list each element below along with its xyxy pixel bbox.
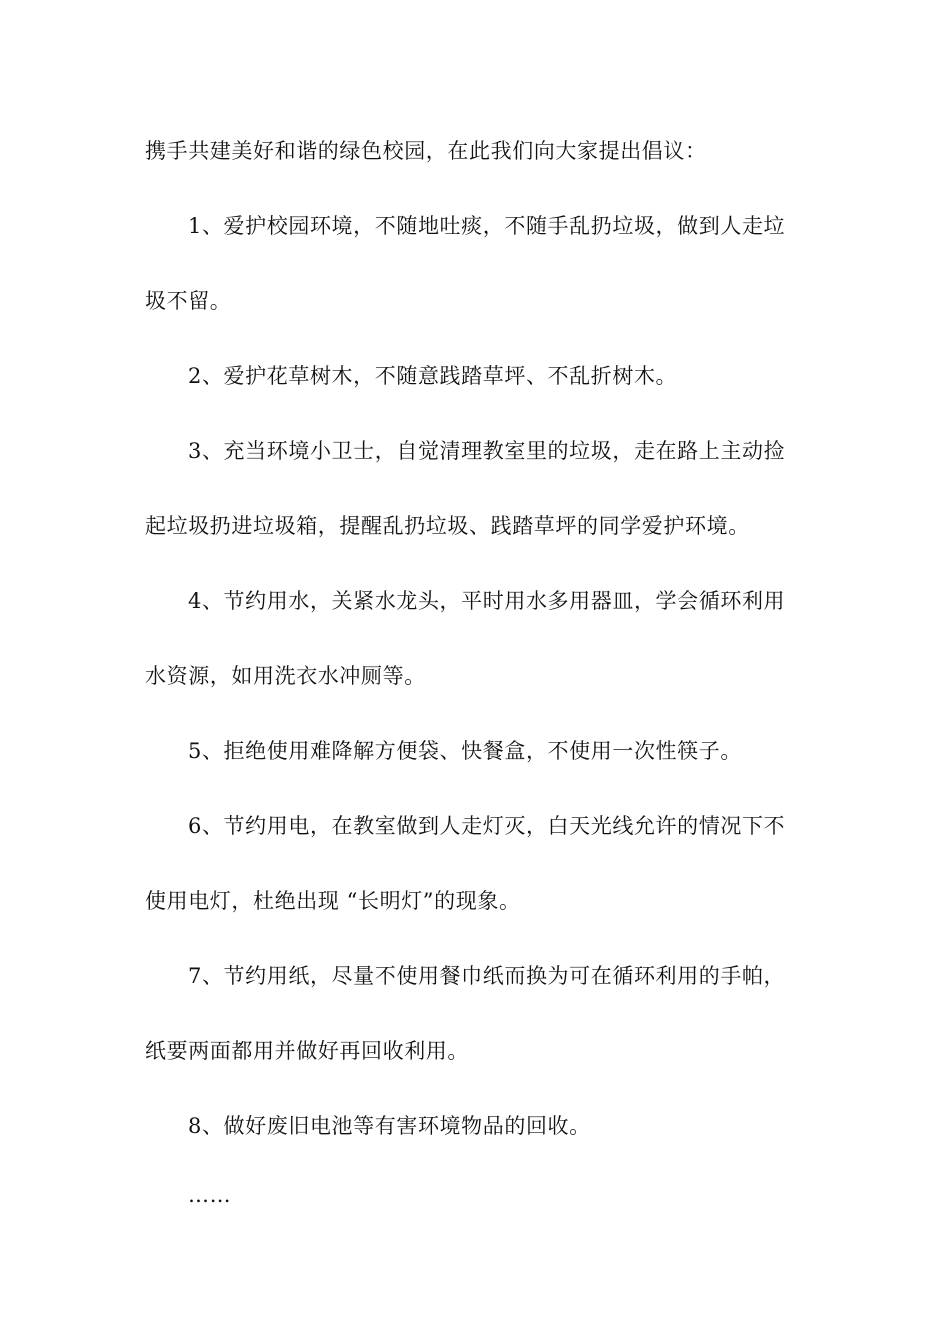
item-4-line-1: 4、节约用水，关紧水龙头，平时用水多用器皿，学会循环利用 bbox=[188, 589, 786, 613]
ellipsis-line: …… bbox=[188, 1183, 232, 1207]
item-6-line-1: 6、节约用电，在教室做到人走灯灭，白天光线允许的情况下不 bbox=[188, 814, 786, 838]
item-7-line-1: 7、节约用纸，尽量不使用餐巾纸而换为可在循环利用的手帕， bbox=[188, 964, 786, 988]
item-1-line-1: 1、爱护校园环境，不随地吐痰，不随手乱扔垃圾，做到人走垃 bbox=[188, 214, 786, 238]
item-3-line-1: 3、充当环境小卫士，自觉清理教室里的垃圾，走在路上主动捡 bbox=[188, 439, 786, 463]
item-3-line-2: 起垃圾扔进垃圾箱，提醒乱扔垃圾、践踏草坪的同学爱护环境。 bbox=[145, 514, 750, 538]
item-8-line-1: 8、做好废旧电池等有害环境物品的回收。 bbox=[188, 1114, 591, 1138]
item-6-line-2: 使用电灯，杜绝出现 “长明灯”的现象。 bbox=[145, 889, 521, 913]
item-7-line-2: 纸要两面都用并做好再回收利用。 bbox=[145, 1039, 469, 1063]
item-2-line-1: 2、爱护花草树木，不随意践踏草坪、不乱折树木。 bbox=[188, 364, 678, 388]
intro-line: 携手共建美好和谐的绿色校园，在此我们向大家提出倡议： bbox=[145, 139, 707, 163]
item-4-line-2: 水资源，如用洗衣水冲厕等。 bbox=[145, 664, 426, 688]
item-5-line-1: 5、拒绝使用难降解方便袋、快餐盒，不使用一次性筷子。 bbox=[188, 739, 742, 763]
item-1-line-2: 圾不留。 bbox=[145, 289, 232, 313]
